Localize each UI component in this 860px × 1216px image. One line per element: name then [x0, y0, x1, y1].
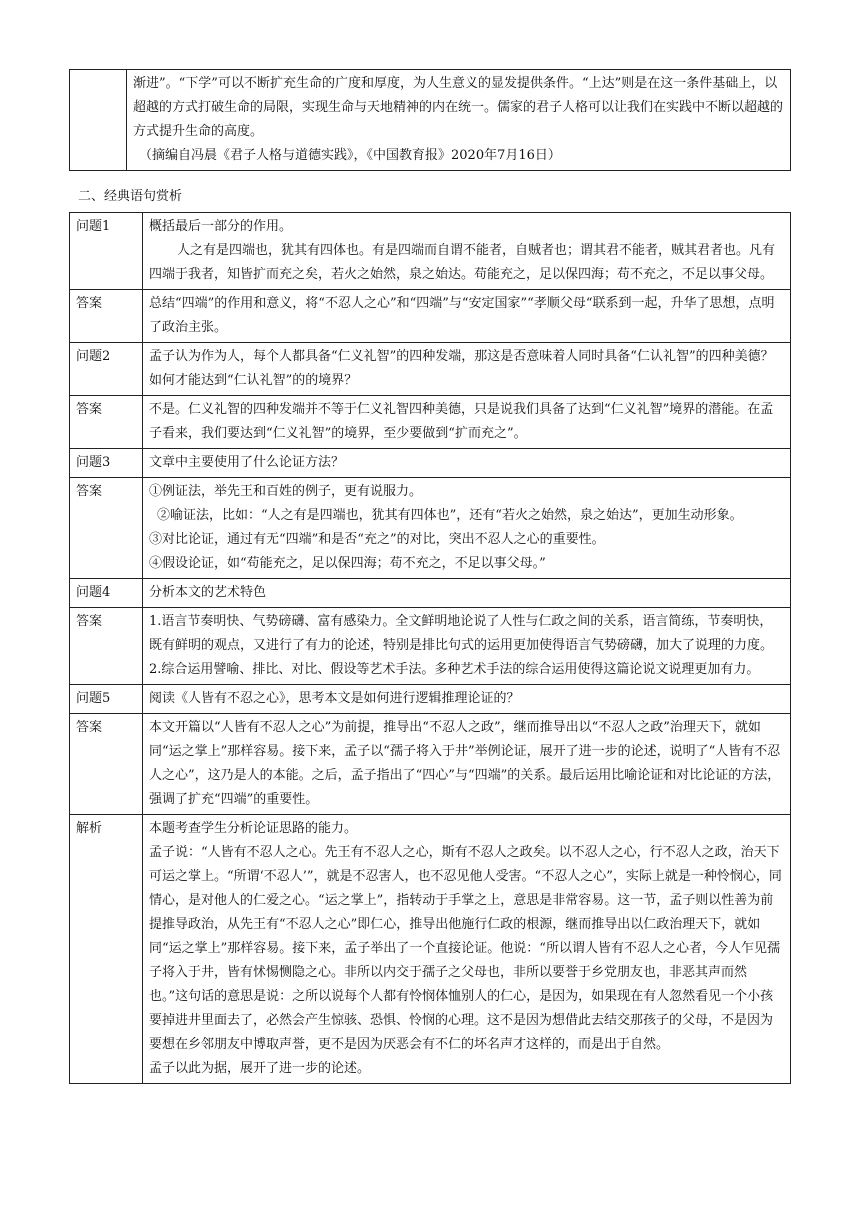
qa-table	[69, 212, 791, 1084]
row-label: 问题5	[70, 685, 143, 714]
answer-line: ④假设论证，如“苟能充之，足以保四海；苟不充之，不足以事父母。”	[149, 556, 546, 571]
row-label: 问题4	[70, 579, 143, 608]
answer-line: ②喻证法，比如：“人之有是四端也，犹其有四体也”，还有“若火之始然，泉之始达”，更加生动形象。	[157, 508, 743, 523]
table-row	[70, 815, 791, 1084]
table-row	[70, 290, 791, 343]
row-label: 答案	[70, 478, 143, 579]
row-content	[143, 478, 791, 579]
table-row	[70, 685, 791, 714]
row-content	[143, 290, 791, 343]
row-content	[143, 815, 791, 1084]
table-row	[70, 608, 791, 685]
row-content	[143, 685, 791, 714]
question-text: 分析本文的艺术特色	[149, 585, 267, 600]
excerpt-cell	[127, 70, 791, 171]
analysis-line: 本题考查学生分析论证思路的能力。	[149, 821, 358, 836]
answer-text: 总结“四端”的作用和意义，将“不忍人之心”和“四端”与“安定国家”“孝顺父母“联系到一起，升华了思想，点明了政治主张。	[149, 296, 775, 335]
question-text: 阅读《人皆有不忍之心》，思考本文是如何进行逻辑推理论证的？	[149, 691, 520, 706]
answer-line: ①例证法，举先王和百姓的例子，更有说服力。	[149, 484, 423, 499]
row-content	[143, 396, 791, 449]
citation: （摘编自冯晨《君子人格与道德实践》，《中国教育报》2020年7月16日）	[139, 148, 561, 163]
row-label: 问题1	[70, 213, 143, 290]
question-text: 孟子认为作为人，每个人都具备“仁义礼智”的四种发端，那这是否意味着人同时具备“仁认礼智”的四种美德？如何才能达到“仁认礼智”的的境界？	[149, 349, 774, 388]
analysis-line: 孟子以此为据，展开了进一步的论述。	[149, 1061, 371, 1076]
table-row	[70, 579, 791, 608]
row-label: 答案	[70, 714, 143, 815]
table-row	[70, 213, 791, 290]
question-text: 概括最后一部分的作用。	[149, 219, 293, 234]
answer-text: 不是。仁义礼智的四种发端并不等于仁义礼智四种美德，只是说我们具备了达到“仁义礼智”境界的潜能。在孟子看来，我们要达到“仁义礼智”的境界，至少要做到“扩而充之”。	[149, 402, 774, 441]
row-label: 答案	[70, 608, 143, 685]
top-excerpt-table	[69, 69, 791, 171]
analysis-line: 孟子说：“人皆有不忍人之心。先王有不忍人之心，斯有不忍人之政矣。以不忍人之心，行不忍人之政，治天下可运之掌上。“所谓‘不忍人’”，就是不忍害人，也不忍见他人受害。“不忍人之心”，实际上就是一种怜悯心，同情心，是对他人的仁爱之心。“运之掌上”，指转动于手掌之上，意思是非常容易。这一节，孟子则以性善为前提推导政治，从先王有“不忍人之心”即仁心，推导出他施行仁政的根源，继而推导出以仁政治理天下，就如同“运之掌上”那样容易。接下来，孟子举出了一个直接论证。他说：“所以谓人皆有不忍人之心者，今人乍见孺子将入于井，皆有怵惕恻隐之心。非所以内交于孺子之父母也，非所以要誉于乡党朋友也，非恶其声而然也。”这句话的意思是说：之所以说每个人都有怜悯体恤别人的仁心，是因为，如果现在有人忽然看见一个小孩要掉进井里面去了，必然会产生惊骇、恐惧、怜悯的心理。这不是因为想借此去结交那孩子的父母，不是因为要想在乡邻朋友中博取声誉，更不是因为厌恶会有不仁的坏名声才这样的，而是出于自然。	[149, 845, 782, 1052]
excerpt-text: 渐进”。“下学”可以不断扩充生命的广度和厚度，为人生意义的显发提供条件。“上达”则是在这一条件基础上，以超越的方式打破生命的局限，实现生命与天地精神的内在统一。儒家的君子人格可以让我们在实践中不断以超越的方式提升生命的高度。	[133, 76, 784, 139]
table-row	[70, 478, 791, 579]
table-row	[70, 70, 791, 171]
row-label: 答案	[70, 396, 143, 449]
row-label: 答案	[70, 290, 143, 343]
row-content	[143, 608, 791, 685]
table-row	[70, 714, 791, 815]
table-row	[70, 343, 791, 396]
answer-line: ③对比论证，通过有无“四端”和是否“充之”的对比，突出不忍人之心的重要性。	[149, 532, 605, 547]
row-label: 问题2	[70, 343, 143, 396]
row-content	[143, 579, 791, 608]
row-content	[143, 343, 791, 396]
section-title: 二、经典语句赏析	[78, 189, 183, 204]
row-content	[143, 449, 791, 478]
row-label: 问题3	[70, 449, 143, 478]
answer-text: 本文开篇以“人皆有不忍人之心”为前提，推导出“不忍人之政”，继而推导出以“不忍人之政”治理天下，就如同“运之掌上”那样容易。接下来，孟子以“孺子将入于井”举例论证，展开了进一步的论述，说明了“人皆有不忍人之心”，这乃是人的本能。之后，孟子指出了“四心”与“四端”的关系。最后运用比喻论证和对比论证的方法，强调了扩充“四端”的重要性。	[149, 720, 781, 807]
blank-cell	[70, 70, 127, 171]
table-row	[70, 396, 791, 449]
answer-line: 1.语言节奏明快、气势磅礴、富有感染力。全文鲜明地论说了人性与仁政之间的关系，语言简练，节奏明快，既有鲜明的观点，又进行了有力的论述，特别是排比句式的运用更加使得语言气势磅礴，加大了说理的力度。	[149, 614, 774, 653]
quoted-passage: 人之有是四端也，犹其有四体也。有是四端而自谓不能者，自贼者也；谓其君不能者，贼其君者也。凡有四端于我者，知皆扩而充之矣，若火之始然，泉之始达。苟能充之，足以保四海；苟不充之，不足以事父母。	[149, 243, 776, 282]
answer-line: 2.综合运用譬喻、排比、对比、假设等艺术手法。多种艺术手法的综合运用使得这篇论说文说理更加有力。	[149, 662, 760, 677]
row-content	[143, 213, 791, 290]
question-text: 文章中主要使用了什么论证方法？	[149, 455, 345, 470]
row-label: 解析	[70, 815, 143, 1084]
row-content	[143, 714, 791, 815]
table-row	[70, 449, 791, 478]
